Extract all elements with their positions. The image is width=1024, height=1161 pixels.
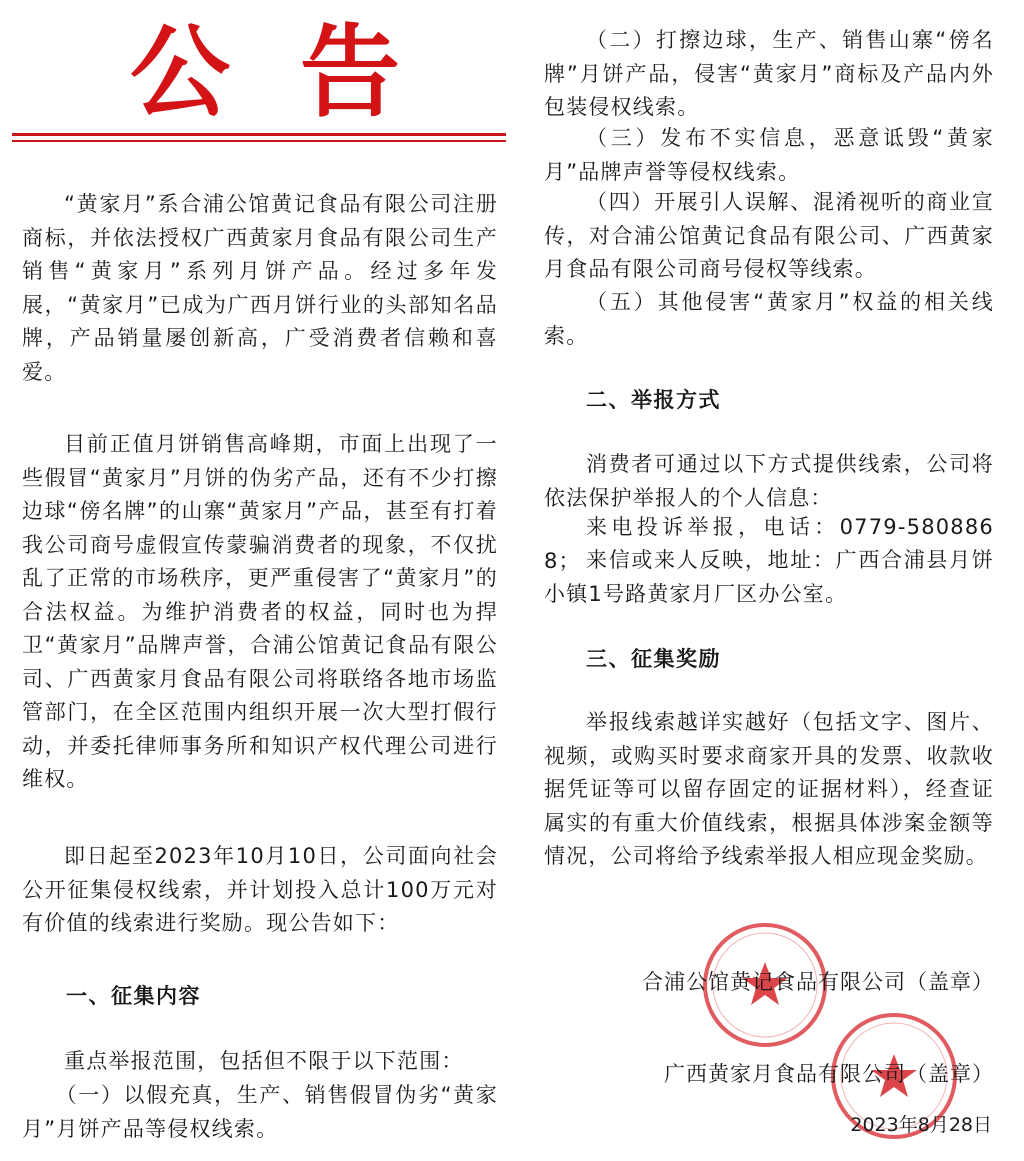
- announcement-paragraph: 即日起至2023年10月10日，公司面向社会公开征集侵权线索，并计划投入总计100万元对有价值的线索进行奖励。现公告如下：: [22, 844, 498, 935]
- title-char-1: 公: [130, 14, 230, 131]
- title-divider: [12, 133, 506, 136]
- item-3: （三）发布不实信息，恶意诋毁“黄家月”品牌声誉等侵权线索。: [544, 126, 994, 184]
- intro-paragraph: “黄家月”系合浦公馆黄记食品有限公司注册商标，并依法授权广西黄家月食品有限公司生产销售“黄家月”系列月饼产品。经过多年发展，“黄家月”已成为广西月饼行业的头部知名品牌，产品销量屡创新高，广受消费者信赖和喜爱。: [22, 192, 498, 384]
- scope-paragraph: 重点举报范围，包括但不限于以下范围：: [64, 1049, 464, 1073]
- signature-1: 合浦公馆黄记食品有限公司（盖章）: [642, 970, 994, 994]
- section2-heading: 二、举报方式: [586, 388, 721, 412]
- page-title: [130, 14, 400, 131]
- situation-paragraph: 目前正值月饼销售高峰期，市面上出现了一些假冒“黄家月”月饼的伪劣产品，还有不少打擦边球“傍名牌”的山寨“黄家月”产品，甚至有打着我公司商号虚假宣传蒙骗消费者的现象，不仅扰乱了正常的市场秩序，更严重侵害了“黄家月”的合法权益。为维护消费者的权益，同时也为捍卫“黄家月”品牌声誉，合浦公馆黄记食品有限公司、广西黄家月食品有限公司将联络各地市场监管部门，在全区范围内组织开展一次大型打假行动，并委托律师事务所和知识产权代理公司进行维权。: [22, 432, 498, 791]
- title-char-2: 告: [300, 14, 400, 131]
- item-2: （二）打擦边球，生产、销售山寨“傍名牌”月饼产品，侵害“黄家月”商标及产品内外包装侵权线索。: [544, 28, 994, 119]
- title-divider-thin: [12, 140, 506, 142]
- announcement-date: 2023年8月28日: [850, 1114, 992, 1136]
- item-1: （一）以假充真，生产、销售假冒伪劣“黄家月”月饼产品等侵权线索。: [22, 1083, 498, 1141]
- address-line: 来信或来人反映，地址：广西合浦县月饼小镇1号路黄家月厂区办公室。: [544, 548, 994, 606]
- phone-line: 来电投诉举报，电话：0779-5808868；: [544, 515, 994, 573]
- section3-heading: 三、征集奖励: [586, 647, 721, 671]
- reward-paragraph: 举报线索越详实越好（包括文字、图片、视频，或购买时要求商家开具的发票、收款收据凭证等可以留存固定的证据材料），经查证属实的有重大价值线索，根据具体涉案金额等情况，公司将给予线索举报人相应现金奖励。: [544, 710, 994, 868]
- item-5: （五）其他侵害“黄家月”权益的相关线索。: [544, 290, 994, 348]
- signature-2: 广西黄家月食品有限公司（盖章）: [664, 1062, 994, 1086]
- method-intro: 消费者可通过以下方式提供线索，公司将依法保护举报人的个人信息：: [544, 452, 994, 510]
- section1-heading: 一、征集内容: [66, 984, 201, 1008]
- item-4: （四）开展引人误解、混淆视听的商业宣传，对合浦公馆黄记食品有限公司、广西黄家月食品有限公司商号侵权等线索。: [544, 190, 994, 281]
